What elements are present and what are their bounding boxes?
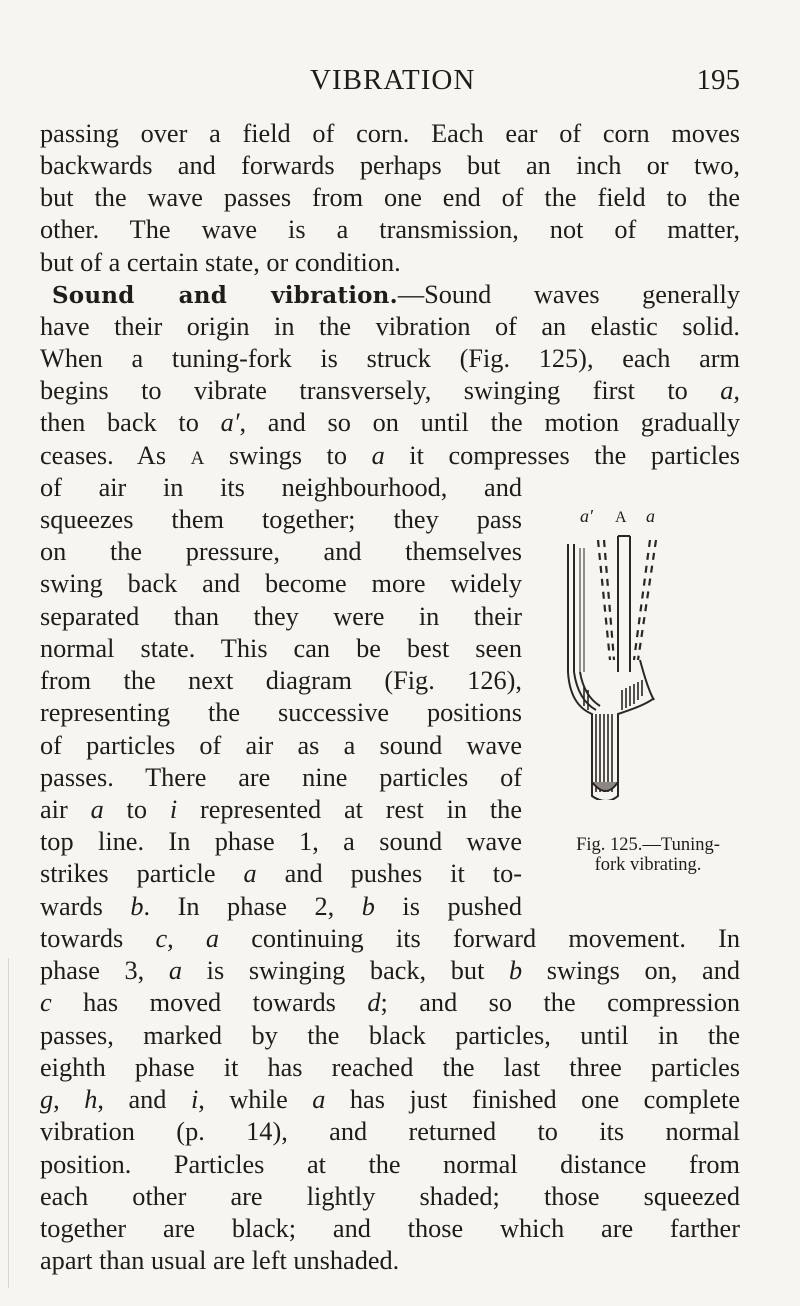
text-line: g, h, and i, while a has just finished one complete bbox=[40, 1085, 740, 1114]
text-line: other. The wave is a transmission, not of matter, bbox=[40, 215, 740, 244]
tuning-fork-figure bbox=[560, 500, 760, 800]
text-line: have their origin in the vibration of an elastic solid. bbox=[40, 312, 740, 341]
fork-center-arms bbox=[618, 536, 630, 672]
text-line: from the next diagram (Fig. 126), bbox=[40, 666, 522, 695]
caption-line: fork vibrating. bbox=[594, 855, 702, 875]
running-title: VIBRATION bbox=[310, 64, 476, 96]
caption-line: Fig. 125.—Tuning- bbox=[576, 835, 720, 855]
text-line: Sound and vibration.—Sound waves generally bbox=[52, 280, 740, 309]
text-line: c has moved towards d; and so the compression bbox=[40, 988, 740, 1017]
text-line: but the wave passes from one end of the field to the bbox=[40, 183, 740, 212]
text-line: on the pressure, and themselves bbox=[40, 537, 522, 566]
label-A: A bbox=[615, 509, 627, 526]
text-line: top line. In phase 1, a sound wave bbox=[40, 827, 522, 856]
fork-left-arm bbox=[568, 544, 584, 672]
text-line: phase 3, a is swinging back, but b swings on, and bbox=[40, 956, 740, 985]
text-line: representing the successive positions bbox=[40, 698, 522, 727]
label-a: a bbox=[646, 506, 655, 526]
text-line: together are black; and those which are farther bbox=[40, 1214, 740, 1243]
text-line: of air in its neighbourhood, and bbox=[40, 473, 522, 502]
text-line: ceases. As A swings to a it compresses the particles bbox=[40, 441, 740, 470]
text-line: wards b. In phase 2, b is pushed bbox=[40, 892, 522, 921]
figure-caption bbox=[568, 835, 728, 875]
text-line: passing over a field of corn. Each ear of corn moves bbox=[40, 119, 740, 148]
text-line: When a tuning-fork is struck (Fig. 125), each arm bbox=[40, 344, 740, 373]
displacement-dashes-left bbox=[598, 540, 614, 660]
page-number: 195 bbox=[696, 64, 740, 96]
text-line: eighth phase it has reached the last three particles bbox=[40, 1053, 740, 1082]
text-line: strikes particle a and pushes it to- bbox=[40, 859, 522, 888]
text-line: squeezes them together; they pass bbox=[40, 505, 522, 534]
text-line: normal state. This can be best seen bbox=[40, 634, 522, 663]
text-line: each other are lightly shaded; those squeezed bbox=[40, 1182, 740, 1211]
running-head bbox=[40, 64, 740, 100]
section-heading: Sound and vibration. bbox=[52, 282, 398, 309]
displacement-dashes-right bbox=[634, 540, 656, 660]
fork-base bbox=[568, 672, 654, 800]
text-line: of particles of air as a sound wave bbox=[40, 731, 522, 760]
text-line: towards c, a continuing its forward movement. In bbox=[40, 924, 740, 953]
text-line: separated than they were in their bbox=[40, 602, 522, 631]
page-margin-rule bbox=[8, 958, 9, 1288]
text-line: then back to a′, and so on until the motion gradually bbox=[40, 408, 741, 437]
text-line: vibration (p. 14), and returned to its normal bbox=[40, 1117, 740, 1146]
text-line: but of a certain state, or condition. bbox=[40, 248, 401, 277]
text-line: position. Particles at the normal distance from bbox=[40, 1150, 740, 1179]
text-line: air a to i represented at rest in the bbox=[40, 795, 522, 824]
label-a-prime: a′ bbox=[580, 506, 593, 526]
text-line: apart than usual are left unshaded. bbox=[40, 1246, 400, 1275]
text-line: passes. There are nine particles of bbox=[40, 763, 522, 792]
text-line: begins to vibrate transversely, swinging first to a, bbox=[40, 376, 740, 405]
text-line: swing back and become more widely bbox=[40, 569, 522, 598]
text-line: passes, marked by the black particles, until in the bbox=[40, 1021, 740, 1050]
text-line: backwards and forwards perhaps but an inch or two, bbox=[40, 151, 740, 180]
